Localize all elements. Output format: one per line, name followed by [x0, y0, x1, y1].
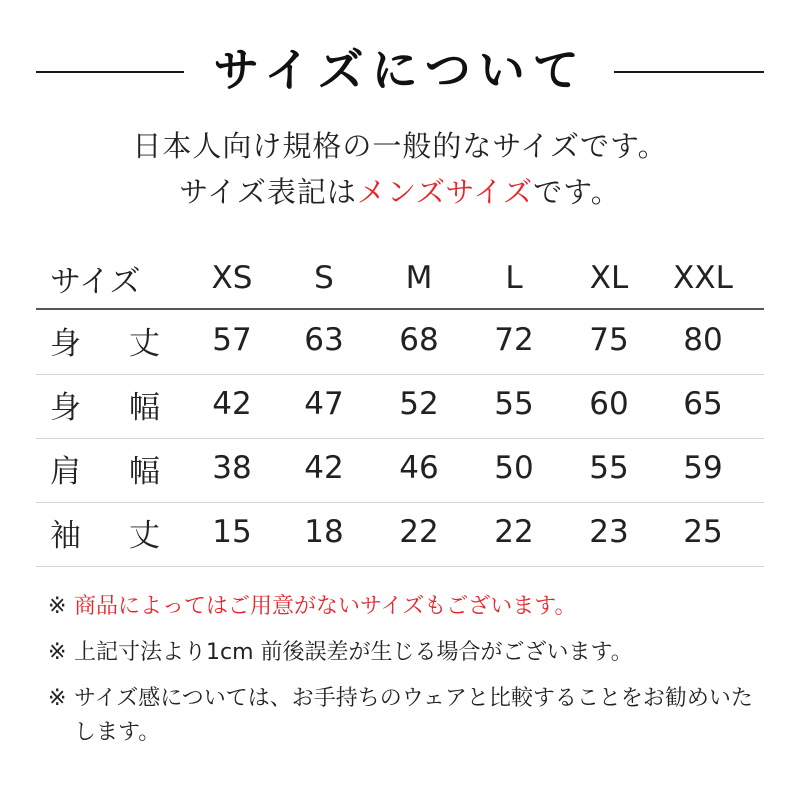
row-label-char: 丈: [129, 325, 160, 362]
header-size-xl: XL: [589, 260, 629, 296]
header-size-l: L: [505, 260, 523, 296]
note-2-text: 上記寸法より1cm 前後誤差が生じる場合がございます。: [74, 640, 633, 665]
table-cell: 75: [589, 322, 629, 358]
note-2: [48, 636, 633, 670]
intro-line-2: [0, 170, 800, 211]
header-size-xxl: XXL: [673, 260, 733, 296]
table-cell: 15: [212, 514, 252, 550]
row-label-char: 肩: [50, 453, 81, 490]
row-label-char: 幅: [129, 453, 160, 490]
table-row: [36, 436, 764, 500]
intro-line-2-post: です。: [533, 175, 621, 209]
note-mark: ※: [48, 686, 67, 711]
row-label-chars: [50, 446, 160, 491]
row-label-char: 身: [50, 389, 81, 426]
table-cell: 38: [212, 450, 252, 486]
table-cell: 47: [304, 386, 344, 422]
row-label-char: 丈: [129, 517, 160, 554]
row-label-chars: [50, 318, 160, 363]
table-cell: 72: [494, 322, 534, 358]
intro-highlight: メンズサイズ: [356, 175, 534, 209]
note-1-text: 商品によってはご用意がないサイズもございます。: [74, 594, 577, 619]
table-cell: 23: [589, 514, 629, 550]
row-label: [50, 308, 160, 372]
title-section: [0, 38, 800, 102]
size-table: [36, 248, 764, 564]
row-label: [50, 372, 160, 436]
table-cell: 65: [683, 386, 723, 422]
table-cell: 55: [589, 450, 629, 486]
row-label: [50, 500, 160, 564]
intro-line-2-pre: サイズ表記は: [179, 175, 357, 209]
table-cell: 57: [212, 322, 252, 358]
header-label: サイズ: [50, 263, 141, 300]
table-row: [36, 372, 764, 436]
header-size-xs: XS: [211, 260, 253, 296]
title-rule-right: [614, 71, 764, 73]
table-cell: 25: [683, 514, 723, 550]
table-cell: 22: [399, 514, 439, 550]
table-header-row: [36, 248, 764, 308]
page-title: サイズについて: [213, 43, 587, 97]
table-cell: 55: [494, 386, 534, 422]
table-row: [36, 308, 764, 372]
header-size-s: S: [314, 260, 334, 296]
table-cell: 68: [399, 322, 439, 358]
note-mark: ※: [48, 640, 67, 665]
table-cell: 52: [399, 386, 439, 422]
note-mark: ※: [48, 594, 67, 619]
table-cell: 42: [212, 386, 252, 422]
row-label-char: 身: [50, 325, 81, 362]
row-label-char: 袖: [50, 517, 81, 554]
table-cell: 46: [399, 450, 439, 486]
note-1: [48, 590, 576, 624]
row-label-chars: [50, 510, 160, 555]
table-cell: 63: [304, 322, 344, 358]
row-divider: [36, 566, 764, 567]
note-3: [48, 682, 768, 750]
table-row: [36, 500, 764, 564]
table-cell: 42: [304, 450, 344, 486]
title-rule-left: [36, 71, 184, 73]
table-cell: 18: [304, 514, 344, 550]
table-cell: 22: [494, 514, 534, 550]
table-cell: 59: [683, 450, 723, 486]
note-3-text: サイズ感については、お手持ちのウェアと比較することをお勧めいたします。: [74, 686, 753, 745]
row-label-char: 幅: [129, 389, 160, 426]
row-label-chars: [50, 382, 160, 427]
table-cell: 50: [494, 450, 534, 486]
table-cell: 60: [589, 386, 629, 422]
row-label: [50, 436, 160, 500]
header-size-m: M: [405, 260, 433, 296]
table-cell: 80: [683, 322, 723, 358]
intro-line-1: 日本人向け規格の一般的なサイズです。: [132, 129, 668, 163]
